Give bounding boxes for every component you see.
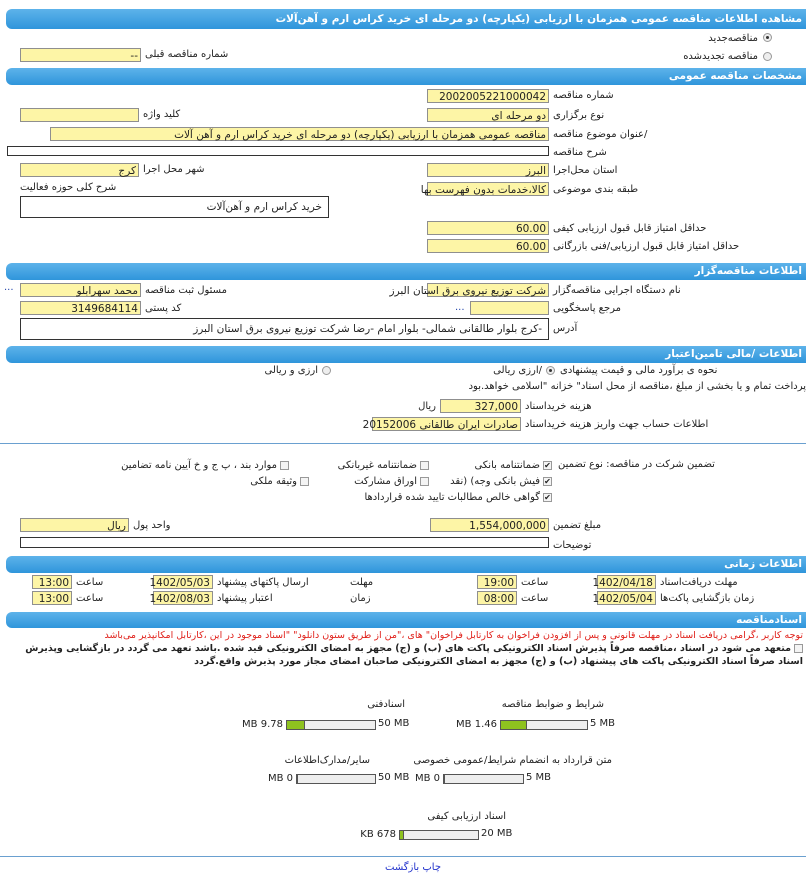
description-label: شرح مناقصه <box>553 147 607 158</box>
notes-field[interactable] <box>20 537 549 548</box>
file-size-bar <box>399 830 479 840</box>
opening-date-label: زمان بازگشایی پاکت‌ها <box>660 593 755 604</box>
time-label: ساعت <box>521 577 549 588</box>
time-label: ساعت <box>76 577 104 588</box>
documents-warning: توجه کاربر ،گرامی دریافت اسناد در مهلت قانونی و پس از افزودن فراخوان به کارتابل فراخوان" های ،"من از طریق ستون دانلود" "اسناد موجود در این ،کارتابل امکانپذیر می‌باشد <box>104 630 803 641</box>
time-label: ساعت <box>76 593 104 604</box>
file-size-fill <box>297 775 298 783</box>
subject-field[interactable]: مناقصه عمومی همزمان با ارزیابی (یکپارچه) دو مرحله ای خرید کراس ارم و آهن آلات <box>50 127 549 141</box>
documents-notice <box>3 629 803 668</box>
registrar-label: مسئول ثبت مناقصه <box>145 285 227 296</box>
file-label: متن قرارداد به انضمام شرایط/عمومی خصوصی <box>413 755 612 766</box>
guarantee-label: تضمین شرکت در مناقصه: نوع تضمین <box>558 459 715 470</box>
guarantee-option-label: ضمانتنامه غیربانکی <box>337 460 417 471</box>
submit-label: ارسال پاکتهای پیشنهاد <box>217 577 309 588</box>
type-field[interactable]: دو مرحله ای <box>427 108 549 122</box>
file-size: 1.46 MB <box>456 719 497 730</box>
guarantee-checkbox[interactable] <box>280 461 289 470</box>
submit-time[interactable]: 13:00 <box>32 575 72 589</box>
fx-rial-label: ارزی و ریالی <box>264 365 318 376</box>
file-size-fill <box>400 831 404 839</box>
file-max-size: 5 MB <box>526 772 552 783</box>
section-finance: اطلاعات /مالی تامین‌اعتبار <box>6 346 806 363</box>
file-label: شرایط و ضوابط مناقصه <box>501 699 604 710</box>
file-max-size: 5 MB <box>590 718 616 729</box>
pledge-line-2: اسناد صرفاً اسناد الکترونیکی پاکت های پیشنهاد (ب) و (ج) مجهز به امضای الکترونیکی صاحبان امضای مجاز مورد پذیرش واقع.گردد <box>194 656 803 667</box>
guarantee-option-label: گواهی خالص مطالبات تایید شده قراردادها <box>364 492 540 503</box>
submit-deadline-field[interactable]: 1402/05/03 <box>153 575 213 589</box>
file-size: 9.78 MB <box>242 719 283 730</box>
currency-label: واحد پول <box>133 520 171 531</box>
reference-more-button[interactable]: ... <box>455 302 465 313</box>
guarantee-amount-field[interactable]: 1,554,000,000 <box>430 518 549 532</box>
file-size: 678 KB <box>360 829 396 840</box>
rial-radio[interactable] <box>546 366 555 375</box>
print-link[interactable]: چاپ <box>422 862 442 873</box>
guarantee-option-label: اوراق مشارکت <box>354 476 417 487</box>
validity-field[interactable]: 1402/08/03 <box>153 591 213 605</box>
guarantee-checkbox[interactable]: ✔ <box>544 461 551 470</box>
category-field[interactable]: کالا،خدمات بدون فهرست بها <box>427 182 549 196</box>
file-size: 0 MB <box>267 773 293 784</box>
guarantee-option-label: موارد بند ، پ ج و خ آیین نامه تضامین <box>121 460 277 471</box>
postal-code-label: کد پستی <box>145 303 182 314</box>
registrar-more-button[interactable]: ... <box>4 282 14 293</box>
doc-deadline-label: مهلت دریافت‌اسناد <box>660 577 738 588</box>
tender-number-label: شماره مناقصه <box>553 90 614 101</box>
activity-label: شرح کلی حوزه فعالیت <box>20 182 117 193</box>
file-label: اسناد ارزیابی کیفی <box>427 811 506 822</box>
validity-time[interactable]: 13:00 <box>32 591 72 605</box>
page-title: مشاهده اطلاعات مناقصه عمومی همزمان با ارزیابی (یکپارچه) دو مرحله ای خرید کراس ارم و آهن‌آلات <box>6 9 806 29</box>
category-label: طبقه بندی موضوعی <box>553 184 639 195</box>
file-max-size: 20 MB <box>481 828 513 839</box>
treasury-note: پرداخت تمام و یا بخشی از مبلغ ،مناقصه از محل اسناد" خزانه "اسلامی خواهد.بود <box>468 381 806 392</box>
notes-label: توضیحات <box>553 540 592 551</box>
file-label: سایر/مدارک‌اطلاعات <box>284 755 370 766</box>
guarantee-checkbox[interactable] <box>300 477 309 486</box>
description-field[interactable] <box>7 146 549 156</box>
subject-label: /عنوان موضوع مناقصه <box>553 129 648 140</box>
back-link[interactable]: بازگشت <box>385 862 420 873</box>
renewed-tender-label: مناقصه تجدیدشده <box>683 51 758 62</box>
section-organizer: اطلاعات مناقصه‌گزار <box>6 263 806 280</box>
time-label: ساعت <box>521 593 549 604</box>
province-label: استان محل‌اجرا <box>553 165 618 176</box>
guarantee-option-label: ضمانتنامه بانکی <box>474 460 540 471</box>
tech-score-label: حداقل امتیاز قابل قبول ارزیابی/فنی بازرگانی <box>553 241 740 252</box>
quality-score-field[interactable]: 60.00 <box>427 221 549 235</box>
pledge-checkbox[interactable] <box>794 644 803 653</box>
file-size-bar <box>500 720 588 730</box>
keyword-field[interactable] <box>20 108 139 122</box>
file-size-fill <box>501 721 527 729</box>
footer-links <box>385 862 441 873</box>
rial-label: /ارزی ریالی <box>493 365 542 376</box>
doc-cost-field[interactable]: 327,000 <box>440 399 521 413</box>
registrar-field[interactable]: محمد سهرابلو <box>20 283 141 297</box>
account-field[interactable]: صادرات ایران طالقانی 20152006 <box>372 417 521 431</box>
type-label: نوع برگزاری <box>553 110 605 121</box>
file-size: 0 MB <box>414 773 440 784</box>
postal-code-field[interactable]: 3149684114 <box>20 301 141 315</box>
new-tender-radio[interactable] <box>763 33 772 42</box>
file-size-fill <box>444 775 445 783</box>
opening-time[interactable]: 08:00 <box>477 591 517 605</box>
new-tender-label: مناقصه‌جدید <box>708 33 758 44</box>
guarantee-option-label: وثیقه ملکی <box>250 476 297 487</box>
file-size-bar <box>443 774 524 784</box>
guarantee-amount-label: مبلغ تضمین <box>553 520 602 531</box>
organizer-field[interactable]: شرکت توزیع نیروی برق استان البرز <box>427 283 549 297</box>
activity-box: خرید کراس ارم و آهن‌آلات <box>20 196 329 218</box>
currency-field[interactable]: ریال <box>20 518 129 532</box>
doc-deadline-time[interactable]: 19:00 <box>477 575 517 589</box>
guarantee-checkbox[interactable] <box>420 461 429 470</box>
section-timing: اطلاعات زمانی <box>6 556 806 573</box>
address-label: آدرس <box>553 323 578 334</box>
file-size-bar <box>286 720 376 730</box>
file-max-size: 50 MB <box>378 718 410 729</box>
doc-cost-unit: ریال <box>418 401 436 412</box>
section-documents: اسنادمناقصه <box>6 612 806 628</box>
validity-label: اعتبار پیشنهاد <box>217 593 273 604</box>
guarantee-option-label: فیش بانکی وجه) (نقد <box>450 476 540 487</box>
province-field[interactable]: البرز <box>427 163 549 177</box>
tech-score-field[interactable]: 60.00 <box>427 239 549 253</box>
keyword-label: کلید واژه <box>143 109 181 120</box>
section-general: مشخصات مناقصه عمومی <box>6 68 806 85</box>
city-label: شهر محل اجرا <box>143 164 205 175</box>
opening-date-field[interactable]: 1402/05/04 <box>597 591 656 605</box>
city-field[interactable]: کرج <box>20 163 139 177</box>
prev-tender-field[interactable]: -- <box>20 48 141 62</box>
reference-label: مرجع پاسخگویی <box>553 303 622 314</box>
guarantee-checkbox[interactable]: ✔ <box>544 493 551 502</box>
submit-label-prefix: مهلت <box>350 577 374 588</box>
file-size-bar <box>296 774 376 784</box>
file-size-fill <box>287 721 305 729</box>
doc-cost-label: هزینه خریداسناد <box>525 401 592 412</box>
organizer-label: نام دستگاه اجرایی مناقصه‌گزار <box>553 285 681 296</box>
estimate-label: نحوه ی برآورد مالی و قیمت پیشنهادی <box>560 365 718 376</box>
doc-deadline-field[interactable]: 1402/04/18 <box>597 575 656 589</box>
validity-label-prefix: زمان <box>350 593 371 604</box>
address-box: -کرج بلوار طالقانی شمالی- بلوار امام -رضا شرکت توزیع نیروی برق استان البرز <box>20 318 549 340</box>
prev-tender-label: شماره مناقصه قبلی <box>145 49 229 60</box>
guarantee-checkbox[interactable]: ✔ <box>544 477 551 486</box>
guarantee-checkbox[interactable] <box>420 477 429 486</box>
tender-number-field[interactable]: 2002005221000042 <box>427 89 549 103</box>
renewed-tender-radio[interactable] <box>763 52 772 61</box>
pledge-line-1: متعهد می شود در اسناد ،مناقصه صرفاً پذیرش اسناد الکترونیکی پاکت های (ب) و (ج) مجهز به امضای الکترونیکی قید شده .باشد تعهد می گردد در بازگشایی وپذیرش <box>25 643 791 654</box>
quality-score-label: حداقل امتیاز قابل قبول ارزیابی کیفی <box>553 223 707 234</box>
file-max-size: 50 MB <box>378 772 410 783</box>
reference-field[interactable] <box>470 301 549 315</box>
account-label: اطلاعات حساب جهت واریز هزینه خریداسناد <box>525 419 709 430</box>
file-label: اسنادفنی <box>367 699 405 710</box>
fx-rial-radio[interactable] <box>322 366 331 375</box>
